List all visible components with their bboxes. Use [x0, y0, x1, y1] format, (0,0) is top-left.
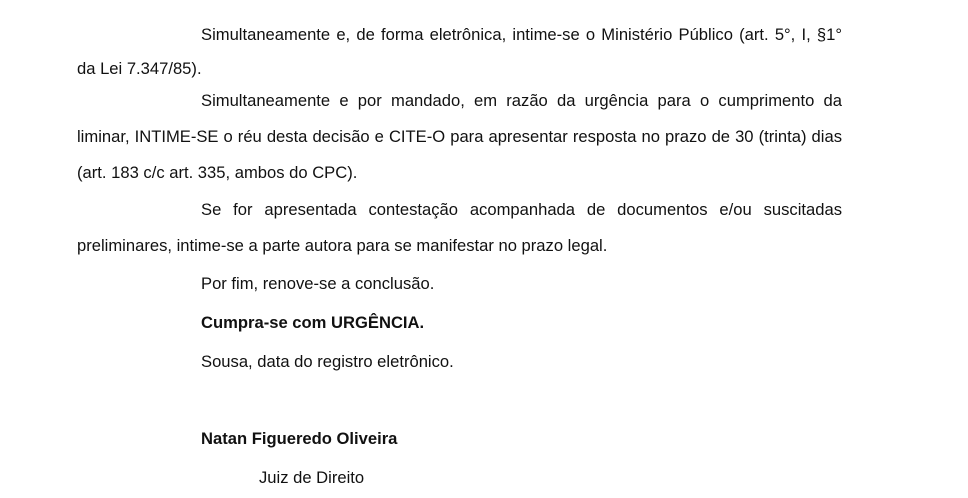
paragraph-mandado-citacao: Simultaneamente e por mandado, em razão da urgência para o cumprimento da liminar, INTIME-SE o réu desta decisão e CITE-O para apresentar resposta no prazo de 30 (trinta) dias (art. 183 c/c art. 335, ambos do CPC). — [77, 91, 842, 182]
signature-name: Natan Figueredo Oliveira — [201, 429, 398, 448]
paragraph-ministerio-publico: Simultaneamente e, de forma eletrônica, intime-se o Ministério Público (art. 5°, I, §1° da Lei 7.347/85). — [77, 25, 842, 78]
urgency-line: Cumpra-se com URGÊNCIA. — [201, 313, 425, 332]
paragraph-contestacao: Se for apresentada contestação acompanhada de documentos e/ou suscitadas preliminares, intime-se a parte autora para se manifestar no prazo legal. — [77, 200, 842, 255]
place-date-line: Sousa, data do registro eletrônico. — [201, 352, 454, 371]
signature-title: Juiz de Direito — [259, 468, 365, 487]
closing-line: Por fim, renove-se a conclusão. — [201, 274, 435, 293]
